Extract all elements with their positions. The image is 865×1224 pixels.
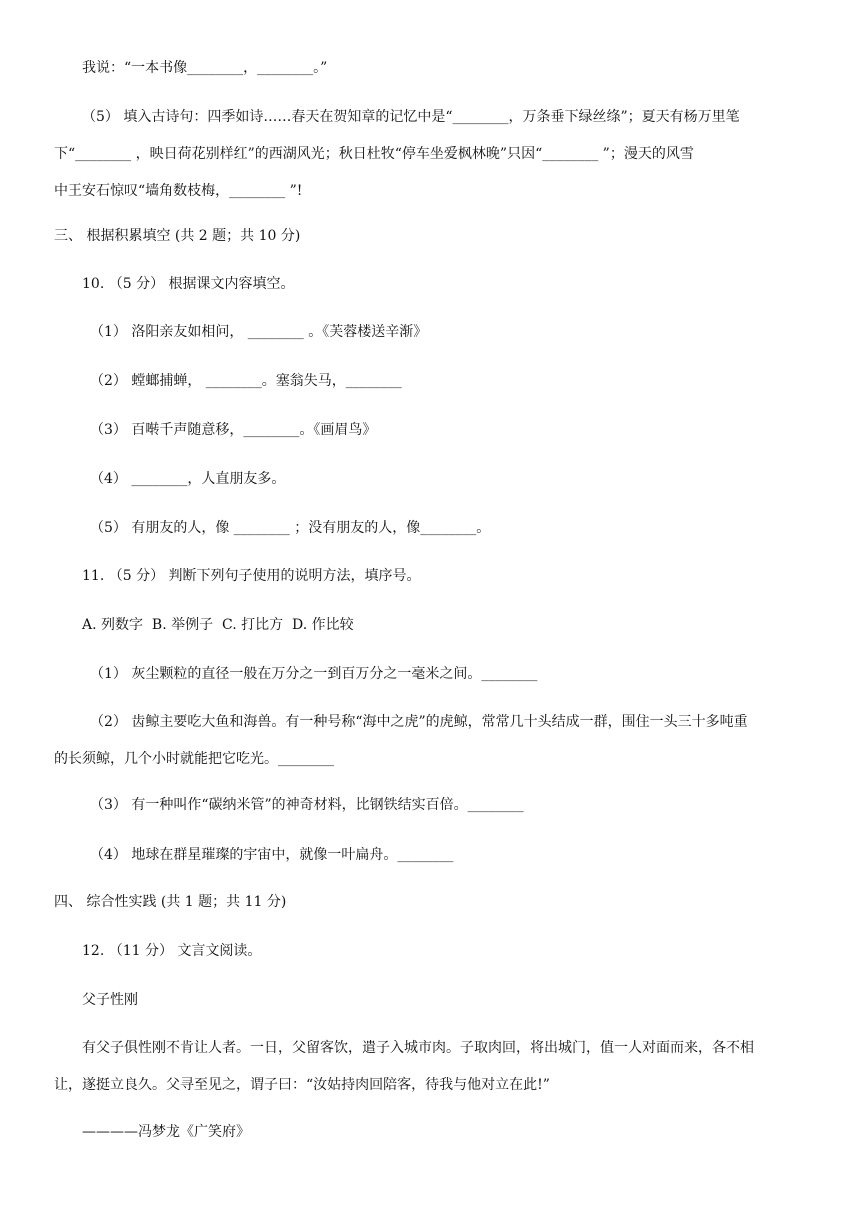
passage-text: 有父子俱性刚不肯让人者。一日，父留客饮，遣子入城市肉。子取肉回，将出城门，值一人对面而来，各不相: [82, 1040, 754, 1056]
question-header: 10. （5 分） 根据课文内容填空。: [82, 276, 295, 292]
passage-attribution: ————冯梦龙《广笑府》: [82, 1124, 250, 1140]
text-line: 的长须鲸，几个小时就能把它吃光。________: [54, 751, 334, 767]
question-header: 11. （5 分） 判断下列句子使用的说明方法，填序号。: [82, 568, 421, 584]
passage-text: 让，遂挺立良久。父寻至见之，谓子曰：“汝姑持肉回陪客，待我与他对立在此!”: [54, 1077, 550, 1093]
text-line: （5） 有朋友的人，像 ________ ；没有朋友的人，像________。: [90, 520, 491, 536]
text-line: 中王安石惊叹“墙角数枝梅，________ ”!: [54, 183, 303, 199]
text-line: （3） 百啭千声随意移，________。《画眉鸟》: [90, 422, 377, 438]
text-line: （1） 洛阳亲友如相问， ________ 。《芙蓉楼送辛渐》: [90, 324, 428, 340]
text-line: （4） ________，人直朋友多。: [90, 471, 286, 487]
text-line: 我说：“一本书像________，________。”: [82, 60, 328, 76]
text-line: （2） 齿鲸主要吃大鱼和海兽。有一种号称“海中之虎”的虎鲸，常常几十头结成一群，围住一头三十多吨重: [90, 714, 748, 730]
options-line: A. 列数字 B. 举例子 C. 打比方 D. 作比较: [82, 617, 354, 633]
section-heading: 三、 根据积累填空 (共 2 题；共 10 分): [54, 228, 301, 244]
text-line: （5） 填入古诗句：四季如诗……春天在贺知章的记忆中是“________，万条垂下绿丝绦”；夏天有杨万里笔: [82, 109, 740, 125]
text-line: （3） 有一种叫作“碳纳米管”的神奇材料，比钢铁结实百倍。________: [90, 797, 524, 813]
text-line: 下“________ ，映日荷花别样红”的西湖风光；秋日杜牧“停车坐爱枫林晚”只因“________ ”；漫天的风雪: [54, 146, 694, 162]
text-line: （4） 地球在群星璀璨的宇宙中，就像一叶扁舟。________: [90, 847, 454, 863]
question-header: 12. （11 分） 文言文阅读。: [82, 943, 262, 959]
text-line: （2） 螳螂捕蝉， ________。塞翁失马，________: [90, 373, 402, 389]
text-line: （1） 灰尘颗粒的直径一般在万分之一到百万分之一毫米之间。________: [90, 666, 538, 682]
section-heading: 四、 综合性实践 (共 1 题；共 11 分): [54, 894, 287, 910]
passage-title: 父子性刚: [82, 992, 138, 1008]
